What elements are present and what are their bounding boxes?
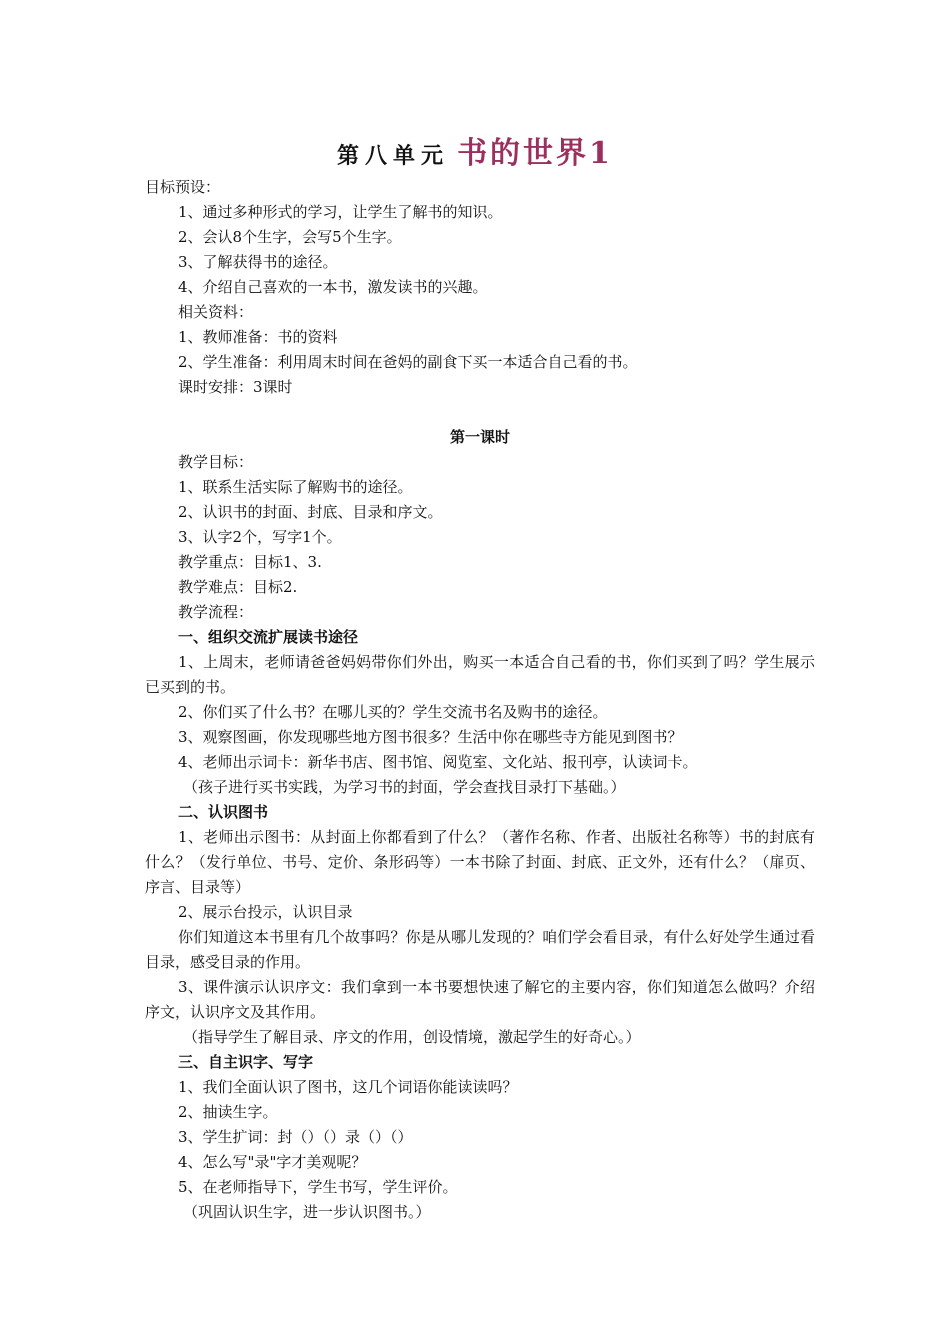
section-item: 3、观察图画，你发现哪些地方图书很多？生活中你在哪些寺方能见到图书？ <box>178 728 683 746</box>
materials-heading: 相关资料： <box>178 303 254 321</box>
difficulty: 教学难点：目标2. <box>178 578 298 596</box>
key-point: 教学重点：目标1、3. <box>178 553 322 571</box>
objectives-heading: 教学目标： <box>178 453 254 471</box>
section-note: （巩固认识生字，进一步认识图书。） <box>183 1203 431 1221</box>
section-note: （孩子进行买书实践，为学习书的封面，学会查找目录打下基础。） <box>183 778 626 796</box>
material-item: 1、教师准备：书的资料 <box>178 328 338 346</box>
section-item: 5、在老师指导下，学生书写，学生评价。 <box>178 1178 458 1196</box>
section-heading: 三、自主识字、写字 <box>178 1053 314 1071</box>
lesson-title: 书的世界1 <box>457 136 613 171</box>
goal-item: 4、介绍自己喜欢的一本书，激发读书的兴趣。 <box>178 278 488 296</box>
material-item: 2、学生准备：利用周末时间在爸妈的副食下买一本适合自己看的书。 <box>178 353 638 371</box>
section-item: 你们知道这本书里有几个故事吗？你是从哪儿发现的？咱们学会看目录，有什么好处学生通过看目录，感受目录的作用。 <box>145 928 815 971</box>
section-note: （指导学生了解目录、序文的作用，创设情境，激起学生的好奇心。） <box>183 1028 641 1046</box>
section-item: 2、你们买了什么书？在哪儿买的？学生交流书名及购书的途径。 <box>178 703 608 721</box>
objective-item: 1、联系生活实际了解购书的途径。 <box>178 478 413 496</box>
unit-label: 第八单元 <box>337 143 450 169</box>
objective-item: 3、认字2个，写字1个。 <box>178 528 342 546</box>
section-item: 1、上周末，老师请爸爸妈妈带你们外出，购买一本适合自己看的书，你们买到了吗？学生展示已买到的书。 <box>145 653 815 696</box>
goal-item: 3、了解获得书的途径。 <box>178 253 338 271</box>
spacer <box>145 400 815 425</box>
section-item: 1、我们全面认识了图书，这几个词语你能读读吗？ <box>178 1078 518 1096</box>
section-item: 3、课件演示认识序文：我们拿到一本书要想快速了解它的主要内容，你们知道怎么做吗？介绍序文，认识序文及其作用。 <box>145 978 815 1021</box>
document-title <box>0 128 950 172</box>
section-heading: 二、认识图书 <box>178 803 269 821</box>
goals-heading: 目标预设： <box>145 178 221 196</box>
section-item: 4、老师出示词卡：新华书店、图书馆、阅览室、文化站、报刊亭，认读词卡。 <box>178 753 698 771</box>
schedule-line: 课时安排：3课时 <box>178 378 293 396</box>
process-heading: 教学流程： <box>178 603 254 621</box>
goal-item: 1、通过多种形式的学习，让学生了解书的知识。 <box>178 203 503 221</box>
lesson-heading: 第一课时 <box>449 428 510 446</box>
document-body <box>145 175 815 1225</box>
section-item: 2、抽读生字。 <box>178 1103 278 1121</box>
section-item: 1、老师出示图书：从封面上你都看到了什么？（著作名称、作者、出版社名称等）书的封底有什么？（发行单位、书号、定价、条形码等）一本书除了封面、封底、正文外，还有什么？（扉页、序言、目录等） <box>145 828 815 896</box>
section-item: 4、怎么写"录"字才美观呢？ <box>178 1153 367 1171</box>
goal-item: 2、会认8个生字，会写5个生字。 <box>178 228 402 246</box>
section-item: 3、学生扩词：封（）（）录（）（） <box>178 1128 413 1146</box>
section-item: 2、展示台投示，认识目录 <box>178 903 353 921</box>
section-heading: 一、组织交流扩展读书途径 <box>178 628 359 646</box>
objective-item: 2、认识书的封面、封底、目录和序文。 <box>178 503 443 521</box>
